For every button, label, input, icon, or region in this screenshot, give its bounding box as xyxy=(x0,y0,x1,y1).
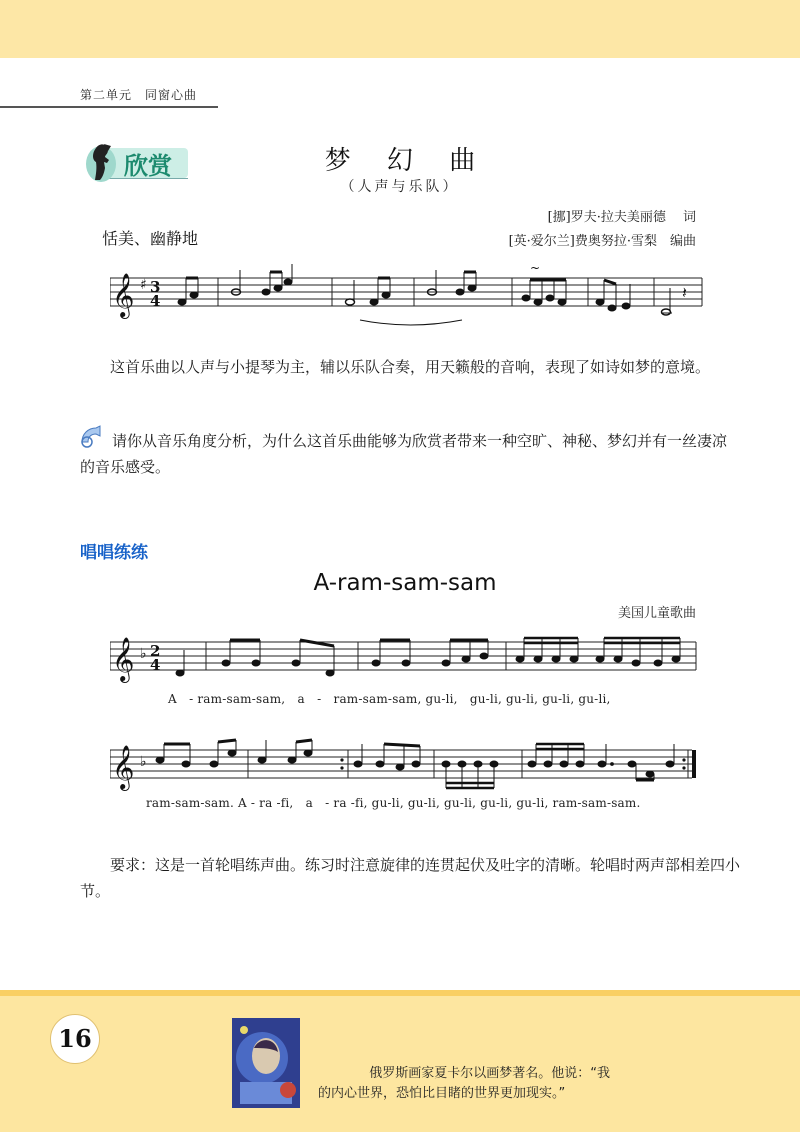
arranger-credit: [英·爱尔兰]费奥努拉·雪梨 编曲 xyxy=(508,234,696,249)
svg-text:𝄽: 𝄽 xyxy=(682,283,687,302)
lyrics-line-2: ram-sam-sam. A - ra -fi, a - ra -fi, gu-li, gu-li, gu-li, gu-li, gu-li, ram-sam-sam. xyxy=(146,796,641,810)
svg-text:𝄞: 𝄞 xyxy=(112,745,135,789)
painting-icon xyxy=(232,1018,300,1108)
svg-text:2: 2 xyxy=(150,642,161,660)
caption-line-2: 的内心世界，恐怕比目睹的世界更加现实。” xyxy=(318,1086,566,1101)
question-paragraph: 请你从音乐角度分析，为什么这首乐曲能够为欣赏者带来一种空旷、神秘、梦幻并有一丝凄凉的音乐感受。 xyxy=(80,432,728,476)
unit-label: 第二单元 同窗心曲 xyxy=(80,88,198,102)
svg-text:♭: ♭ xyxy=(140,646,147,662)
svg-text:𝄞: 𝄞 xyxy=(112,273,135,317)
svg-text:4: 4 xyxy=(150,656,161,674)
svg-text:4: 4 xyxy=(150,292,161,310)
svg-text:~: ~ xyxy=(530,264,541,275)
svg-text:3: 3 xyxy=(150,278,161,296)
song2-title: A-ram-sam-sam xyxy=(313,570,497,596)
badge-label: 欣赏 xyxy=(124,151,172,180)
lyrics-line-1: A - ram-sam-sam, a - ram-sam-sam, gu-li, gu-li, gu-li, gu-li, gu-li, xyxy=(168,692,611,706)
header-divider xyxy=(0,106,218,108)
svg-text:♯: ♯ xyxy=(140,277,147,293)
music-staff-3 xyxy=(110,736,700,792)
song2-origin: 美国儿童歌曲 xyxy=(617,606,696,621)
music-staff-2 xyxy=(110,628,700,684)
top-band xyxy=(0,0,800,58)
description-paragraph: 这首乐曲以人声与小提琴为主，辅以乐队合奏，用天籁般的音响，表现了如诗如梦的意境。 xyxy=(110,358,711,376)
section-heading: 唱唱练练 xyxy=(80,543,148,563)
tempo-marking: 恬美、幽静地 xyxy=(102,229,199,248)
footer-band xyxy=(0,990,800,1132)
page-number: 16 xyxy=(58,1024,92,1053)
song-subtitle: （人声与乐队） xyxy=(340,179,460,195)
caption-line-1: 俄罗斯画家夏卡尔以画梦著名。他说：“我 xyxy=(369,1066,610,1081)
music-staff-1 xyxy=(110,264,710,336)
svg-text:𝄞: 𝄞 xyxy=(112,637,135,681)
lyricist-credit: [挪]罗夫·拉夫美丽德 词 xyxy=(547,210,696,225)
requirement-paragraph: 要求：这是一首轮唱练声曲。练习时注意旋律的连贯起伏及吐字的清晰。轮唱时两声部相差四小节。 xyxy=(80,856,741,900)
footer-stripe xyxy=(0,990,800,996)
svg-text:♭: ♭ xyxy=(140,754,147,770)
song-title: 梦 幻 曲 xyxy=(324,146,490,176)
